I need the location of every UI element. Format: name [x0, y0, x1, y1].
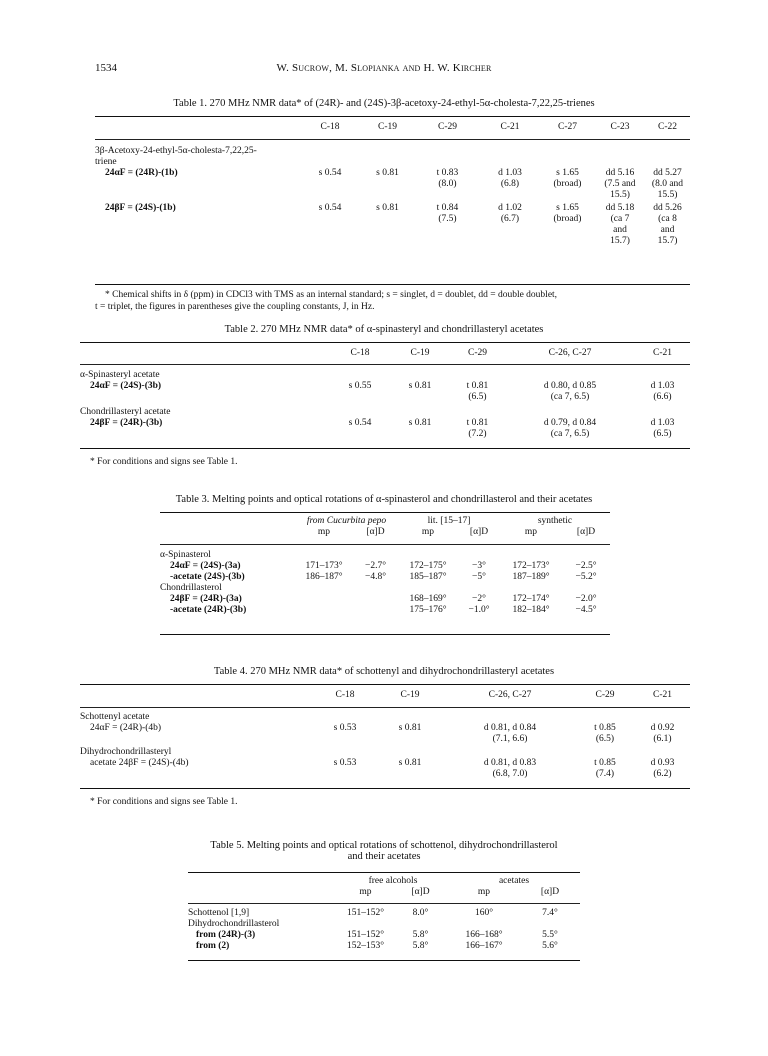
table-cell — [458, 550, 500, 561]
table-cell: t 0.84 (7.5) — [436, 203, 459, 224]
table4-col-header: C-26, C-27 — [488, 690, 532, 700]
table-cell: t 0.85 (6.5) — [594, 723, 616, 744]
table-cell: 186–187° — [305, 572, 343, 582]
table2-col-header: C-29 — [468, 348, 487, 358]
table-cell — [500, 550, 562, 561]
table-cell: d 0.81, d 0.84 (7.1, 6.6) — [483, 723, 537, 744]
table-cell: 5.8° — [412, 930, 429, 940]
table3-group-header: synthetic — [537, 516, 573, 526]
row-label: Chondrillasterol — [160, 583, 222, 593]
table-cell — [520, 919, 580, 930]
table-cell: t 0.81 (7.2) — [466, 418, 489, 439]
table-cell: −5° — [472, 572, 486, 582]
table-cell — [458, 583, 500, 594]
table-cell: 175–176° — [409, 605, 447, 615]
table-cell: s 0.81 — [376, 203, 399, 213]
table-cell: 166–167° — [465, 941, 503, 951]
table-row — [160, 572, 610, 583]
table-cell: −2.5° — [575, 561, 597, 571]
table-cell: −2.7° — [364, 561, 387, 571]
row-label: Dihydrochondrillasterol — [188, 919, 280, 929]
table4-col-header: C-19 — [400, 690, 420, 700]
table1 — [95, 122, 690, 133]
table1-col-header: C-18 — [320, 122, 340, 132]
compound-name: Schottenyl acetate — [80, 712, 150, 722]
table5-header — [188, 876, 580, 898]
table5-subcol-header: [α]D — [540, 887, 560, 897]
table-cell: s 0.54 — [318, 203, 342, 213]
table2-footnote: * For conditions and signs see Table 1. — [90, 457, 238, 467]
table-cell: s 0.53 — [333, 723, 357, 733]
row-label: from (2) — [196, 941, 230, 951]
table-cell: 160° — [474, 908, 494, 918]
table-row — [160, 561, 610, 572]
row-label: Schottenol [1,9] — [188, 908, 250, 918]
row-label: -acetate (24S)-(3b) — [170, 572, 245, 582]
table-cell: d 1.03 (6.5) — [650, 418, 675, 439]
table-cell: dd 5.27 (8.0 and 15.5) — [651, 168, 684, 200]
table1-col-header: C-21 — [500, 122, 520, 132]
table4-col-header: C-21 — [653, 690, 672, 700]
table5-group-header: acetates — [498, 876, 530, 886]
table-cell: d 0.79, d 0.84 (ca 7, 6.5) — [543, 418, 597, 439]
table-cell: s 0.55 — [348, 381, 372, 391]
table-cell: d 0.80, d 0.85 (ca 7, 6.5) — [543, 381, 597, 402]
table-cell: d 1.02 (6.7) — [498, 203, 522, 224]
table3-body — [160, 550, 610, 616]
row-label: from (24R)-(3) — [196, 930, 256, 940]
table-row — [80, 723, 690, 745]
table5-subcol-header: mp — [359, 887, 372, 897]
table2-caption: Table 2. 270 MHz NMR data* of α-spinasteryl and chondrillasteryl acetates — [224, 324, 544, 335]
table-cell: 172–175° — [409, 561, 447, 571]
table-cell: −4.5° — [575, 605, 597, 615]
table1-caption: Table 1. 270 MHz NMR data* of (24R)- and (24S)-3β-acetoxy-24-ethyl-5α-cholesta-7,22,25-trienes — [173, 98, 595, 109]
table-cell: d 0.92 (6.1) — [650, 723, 675, 744]
table-cell — [398, 550, 458, 561]
table-cell: d 1.03 (6.8) — [498, 168, 522, 189]
table-row — [188, 919, 580, 930]
table-row — [80, 418, 690, 440]
table3-caption: Table 3. Melting points and optical rotations of α-spinasterol and chondrillasterol and their acetates — [175, 494, 593, 505]
table-row — [80, 758, 690, 780]
table-cell: d 1.03 (6.6) — [650, 381, 675, 402]
table-cell: 7.4° — [542, 908, 558, 918]
table1-header-rule — [95, 139, 690, 140]
table-row — [188, 930, 580, 941]
table-row — [188, 908, 580, 919]
table-row — [160, 605, 610, 616]
table-row — [95, 168, 690, 201]
table-cell — [353, 550, 398, 561]
table-cell: s 0.81 — [376, 168, 399, 178]
table-cell: 166–168° — [465, 930, 503, 940]
row-label: 24βF = (24R)-(3a) — [170, 594, 242, 604]
table3-subcol-header: [α]D — [469, 527, 489, 537]
table-cell: s 0.81 — [408, 381, 432, 391]
table-cell: 182–184° — [512, 605, 550, 615]
table-cell: s 0.54 — [348, 418, 372, 428]
table4-top-rule — [80, 684, 690, 685]
table5-subcol-header: [α]D — [411, 887, 430, 897]
table-cell: s 0.81 — [398, 723, 422, 733]
row-label: 24αF = (24R)-(4b) — [90, 723, 162, 733]
table3-subcol-header: mp — [317, 527, 331, 537]
table-cell — [500, 583, 562, 594]
table5-group-header: free alcohols — [368, 876, 418, 886]
table5-subcol-header: mp — [477, 887, 491, 897]
table5-bottom-rule — [188, 960, 580, 961]
table-cell — [353, 583, 398, 594]
table-cell: 5.8° — [412, 941, 429, 951]
table3-group-header: lit. [15–17] — [427, 516, 471, 526]
row-label: acetate 24βF = (24S)-(4b) — [90, 758, 189, 768]
row-label: 24αF = (24S)-(3b) — [90, 381, 162, 391]
table4-bottom-rule — [80, 788, 690, 789]
compound-name: Chondrillasteryl acetate — [80, 407, 171, 417]
row-label: 24βF = (24R)-(3b) — [90, 418, 163, 428]
table1-group-label-cont: triene — [95, 157, 117, 167]
table4-footnote: * For conditions and signs see Table 1. — [90, 797, 238, 807]
table-cell: −4.8° — [364, 572, 387, 582]
table4-col-header: C-29 — [595, 690, 615, 700]
table-cell: d 0.81, d 0.83 (6.8, 7.0) — [483, 758, 537, 779]
table2-top-rule — [80, 342, 690, 343]
table5-caption: Table 5. Melting points and optical rotations of schottenol, dihydrochondrillasterol and their acetates — [210, 840, 558, 862]
table3-subcol-header: mp — [421, 527, 435, 537]
table-cell: 172–173° — [512, 561, 550, 571]
table-cell: dd 5.16 (7.5 and 15.5) — [604, 168, 636, 200]
table1-bottom-rule — [95, 284, 690, 285]
table1-top-rule — [95, 116, 690, 117]
table-cell — [338, 919, 393, 930]
table-cell — [295, 583, 353, 594]
table3-group-header: from Cucurbita pepo — [306, 516, 387, 526]
table-cell — [393, 919, 448, 930]
table5-header-rule — [188, 903, 580, 904]
table4-header — [80, 690, 690, 701]
table1-col-header: C-27 — [558, 122, 577, 132]
table1-header-row — [95, 122, 690, 133]
table-cell — [295, 594, 353, 605]
table3-bottom-rule — [160, 634, 610, 635]
table-row — [160, 550, 610, 561]
table3-header-rule — [160, 544, 610, 545]
table1-col-header: C-22 — [658, 122, 677, 132]
table2-col-header: C-19 — [410, 348, 430, 358]
table3-subcol-header: [α]D — [366, 527, 385, 537]
table-cell — [562, 550, 610, 561]
table4-header-rule — [80, 707, 690, 708]
table-cell: −5.2° — [575, 572, 597, 582]
table-cell: s 0.54 — [318, 168, 342, 178]
table-cell: −2.0° — [575, 594, 597, 604]
table-cell: −1.0° — [468, 605, 490, 615]
table-cell: t 0.83 (8.0) — [436, 168, 459, 189]
table-cell: 5.5° — [542, 930, 558, 940]
table5-body — [188, 908, 580, 952]
table1-footnote: * Chemical shifts in δ (ppm) in CDCl3 with TMS as an internal standard; s = singlet, d = doublet, dd = double doublet, t = triplet, the figures in parentheses give the coupling constants, J, in Hz. — [95, 290, 558, 312]
table-cell: 171–173° — [305, 561, 343, 571]
table-cell — [353, 605, 398, 616]
row-label: α-Spinasterol — [160, 550, 211, 560]
row-label: -acetate (24R)-(3b) — [170, 605, 247, 615]
table-cell: −2° — [472, 594, 486, 604]
table2-body — [80, 370, 690, 440]
table2-col-header: C-26, C-27 — [548, 348, 592, 358]
table4-caption: Table 4. 270 MHz NMR data* of schottenyl and dihydrochondrillasteryl acetates — [213, 666, 555, 677]
table1-body — [95, 146, 690, 247]
table5-top-rule — [188, 872, 580, 873]
table-cell: s 0.53 — [333, 758, 357, 768]
table1-group-label: 3β-Acetoxy-24-ethyl-5α-cholesta-7,22,25- — [95, 146, 257, 156]
table4-body — [80, 712, 690, 780]
table-cell: −3° — [472, 561, 486, 571]
table-cell — [295, 605, 353, 616]
table-cell: t 0.81 (6.5) — [466, 381, 489, 402]
table-row — [160, 583, 610, 594]
compound-name: α-Spinasteryl acetate — [80, 370, 160, 380]
table-cell: 8.0° — [412, 908, 429, 918]
table-cell: dd 5.18 (ca 7 and 15.7) — [605, 203, 635, 246]
table-cell: 172–174° — [512, 594, 550, 604]
table-cell: s 0.81 — [408, 418, 432, 428]
table-cell: 151–152° — [346, 908, 385, 918]
table-cell: 168–169° — [409, 594, 447, 604]
table-cell — [295, 550, 353, 561]
table1-col-header: C-23 — [610, 122, 630, 132]
table1-col-header: C-29 — [438, 122, 457, 132]
table-cell — [353, 594, 398, 605]
page-number: 1534 — [95, 62, 117, 74]
row-label: 24βF = (24S)-(1b) — [105, 203, 176, 213]
table3-subcol-header: [α]D — [576, 527, 596, 537]
table-cell: s 1.65 (broad) — [553, 203, 582, 224]
table-row — [160, 594, 610, 605]
table-cell: dd 5.26 (ca 8 and 15.7) — [653, 203, 682, 246]
table1-col-header: C-19 — [378, 122, 397, 132]
table-cell — [562, 583, 610, 594]
table4-col-header: C-18 — [335, 690, 355, 700]
table2-header-rule — [80, 364, 690, 365]
table2-header — [80, 348, 690, 359]
table-cell: 152–153° — [346, 941, 385, 951]
table3-subcol-header: mp — [524, 527, 538, 537]
table-row — [95, 201, 690, 247]
table-cell: s 1.65 (broad) — [553, 168, 582, 189]
table2-col-header: C-21 — [653, 348, 672, 358]
table2-bottom-rule — [80, 448, 690, 449]
table-cell: 5.6° — [542, 941, 558, 951]
table3-top-rule — [160, 512, 610, 513]
table2-col-header: C-18 — [350, 348, 370, 358]
table-cell: t 0.85 (7.4) — [594, 758, 616, 779]
row-label: 24αF = (24S)-(3a) — [170, 561, 241, 571]
table-cell: 151–152° — [346, 930, 385, 940]
table-cell: 187–189° — [512, 572, 550, 582]
compound-name: Dihydrochondrillasteryl — [80, 747, 172, 757]
row-label: 24αF = (24R)-(1b) — [105, 168, 178, 178]
table-cell — [398, 583, 458, 594]
table-cell: 185–187° — [409, 572, 447, 582]
running-head: W. Sucrow, M. Slopianka and H. W. Kircher — [276, 62, 492, 74]
table-row — [188, 941, 580, 952]
table3 — [160, 516, 610, 538]
table-cell: s 0.81 — [398, 758, 422, 768]
table-cell — [448, 919, 520, 930]
table-row — [80, 381, 690, 403]
table-cell: d 0.93 (6.2) — [650, 758, 675, 779]
